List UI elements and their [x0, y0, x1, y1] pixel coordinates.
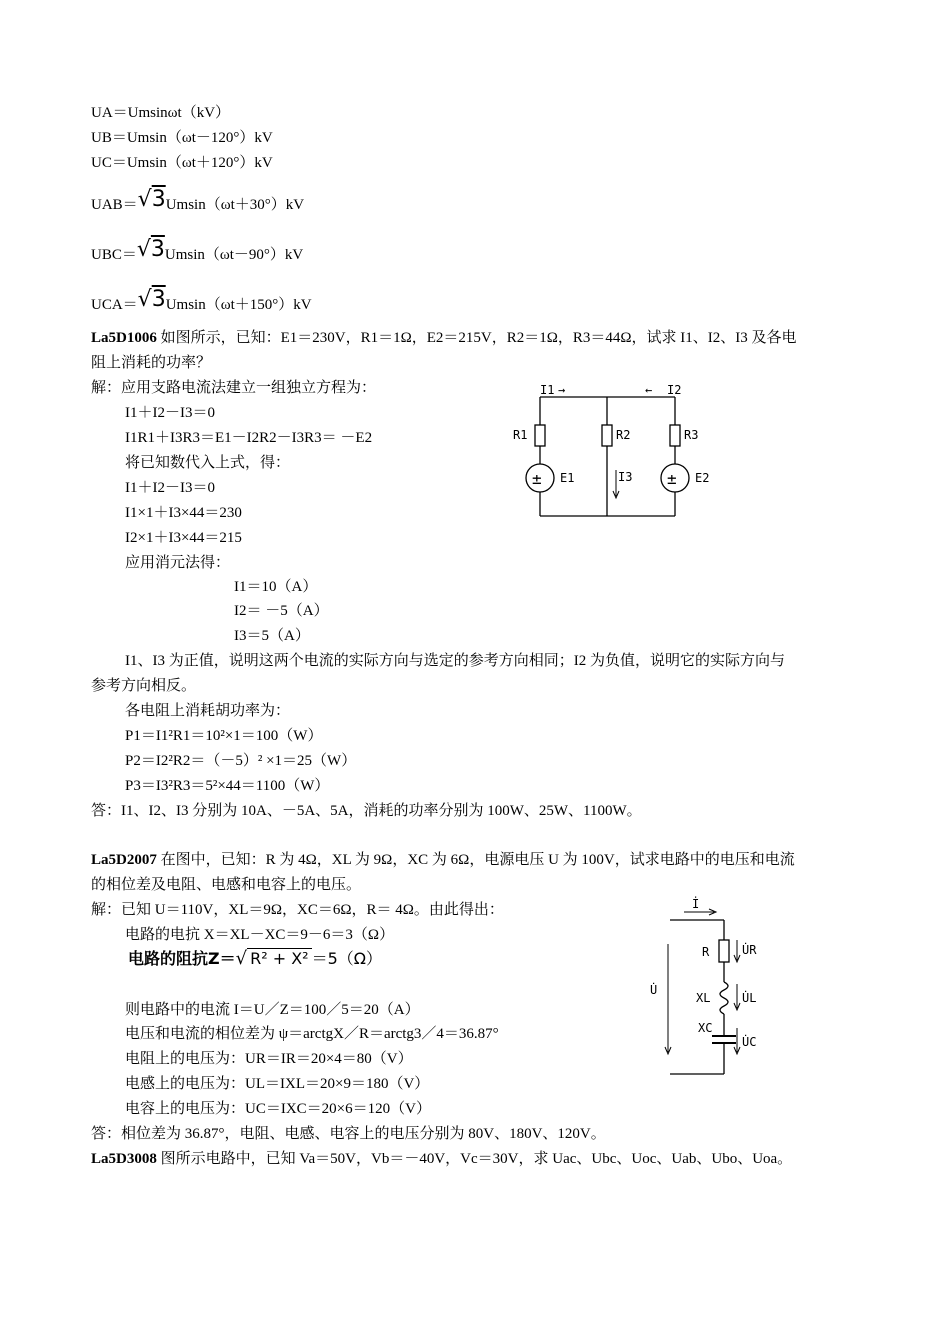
q2007-voltage-ul: 电感上的电压为：UL＝IXL＝20×9＝180（V） [125, 1076, 430, 1092]
label-r1: R1 [513, 428, 528, 442]
label-ur: U̇R [742, 943, 757, 957]
q1006-result-i3: I3＝5（A） [234, 628, 310, 644]
q1006-answer: 答：I1、I2、I3 分别为 10A、－5A、5A，消耗的功率分别为 100W、25W、1100W。 [91, 803, 642, 819]
q1006-power-p2: P2＝I2²R2＝（－5）² ×1＝25（W） [125, 753, 357, 769]
q1006-power-p3: P3＝I3²R3＝5²×44＝1100（W） [125, 778, 330, 794]
ua-formula: UA＝Umsinωt（kV） [91, 105, 231, 121]
q2007-voltage-uc: 电容上的电压为：UC＝IXC＝20×6＝120（V） [125, 1101, 431, 1117]
ubc-formula: UBC＝√3Umsin（ωt－90°）kV [91, 237, 304, 263]
q2007-question-line2: 的相位差及电阻、电感和电容上的电压。 [91, 877, 362, 893]
q1006-power-intro: 各电阻上消耗胡功率为： [125, 703, 291, 719]
label-i1: I1 [540, 383, 555, 397]
q1006-explain-line2: 参考方向相反。 [91, 678, 197, 694]
q2007-reactance: 电路的电抗 X＝XL－XC＝9－6＝3（Ω） [125, 927, 395, 943]
label-r2: R2 [616, 428, 631, 442]
q1006-eq2: I1R1＋I3R3＝E1－I2R2－I3R3＝ －E2 [125, 430, 373, 446]
q2007-answer: 答：相位差为 36.87°，电阻、电感、电容上的电压分别为 80V、180V、120V。 [91, 1126, 606, 1142]
q1006-power-p1: P1＝I1²R1＝10²×1＝100（W） [125, 728, 323, 744]
arrow-i1: → [558, 383, 566, 397]
q1006-id: La5D1006 [91, 330, 157, 346]
uc-formula: UC＝Umsin（ωt＋120°）kV [91, 155, 273, 171]
q2007-question-line1: La5D2007 在图中，已知：R 为 4Ω，XL 为 9Ω，XC 为 6Ω，电源电压 U 为 100V，试求电路中的电压和电流 [91, 852, 795, 868]
label-e1: E1 [560, 471, 575, 485]
label-r: R [702, 945, 710, 959]
ub-formula: UB＝Umsin（ωt－120°）kV [91, 130, 273, 146]
label-i2: I2 [667, 383, 682, 397]
q1006-question-line2: 阻上消耗的功率？ [91, 355, 212, 371]
label-xc: XC [698, 1021, 713, 1035]
q1006-result-i2: I2＝ －5（A） [234, 603, 329, 619]
q2007-impedance-formula: 电路的阻抗Z＝√ R² + X² ＝5（Ω） [128, 948, 382, 969]
uca-formula: UCA＝√3Umsin（ωt＋150°）kV [91, 287, 312, 313]
plus-minus-e1: ± [532, 469, 542, 488]
q3008-id: La5D3008 [91, 1151, 157, 1167]
q1006-eq5: I2×1＋I3×44＝215 [125, 530, 242, 546]
q2007-circuit-diagram [640, 890, 770, 1080]
q3008-question: La5D3008 图所示电路中，已知 Va＝50V，Vb＝－40V，Vc＝30V，求 Uac、Ubc、Uoc、Uab、Ubo、Uoa。 [91, 1151, 793, 1167]
label-uc: U̇C [742, 1035, 757, 1049]
q1006-substitute: 将已知数代入上式，得： [125, 455, 291, 471]
resistor-r [719, 940, 729, 962]
q2007-id: La5D2007 [91, 852, 157, 868]
resistor-r1 [535, 425, 545, 446]
inductor-xl [720, 982, 728, 1014]
label-i: İ [692, 897, 700, 911]
q1006-eq1: I1＋I2－I3＝0 [125, 405, 215, 421]
label-u: U̇ [650, 983, 658, 997]
q1006-eq3: I1＋I2－I3＝0 [125, 480, 215, 496]
label-ul: U̇L [742, 991, 757, 1005]
q1006-solution-intro: 解：应用支路电流法建立一组独立方程为： [91, 380, 377, 396]
q2007-voltage-ur: 电阻上的电压为：UR＝IR＝20×4＝80（V） [125, 1051, 413, 1067]
q1006-eq4: I1×1＋I3×44＝230 [125, 505, 242, 521]
q2007-phase-difference: 电压和电流的相位差为 ψ＝arctgX／R＝arctg3／4＝36.87° [125, 1026, 499, 1042]
q1006-explain-line1: I1、I3 为正值，说明这两个电流的实际方向与选定的参考方向相同；I2 为负值，说明它的实际方向与 [125, 653, 785, 669]
resistor-r3 [670, 425, 680, 446]
label-i3: I3 [618, 470, 633, 484]
arrow-i2: ← [645, 383, 653, 397]
label-r3: R3 [684, 428, 699, 442]
q1006-question-line1: La5D1006 如图所示，已知：E1＝230V，R1＝1Ω，E2＝215V，R2＝1Ω，R3＝44Ω，试求 I1、I2、I3 及各电 [91, 330, 797, 346]
label-xl: XL [696, 991, 711, 1005]
q1006-result-i1: I1＝10（A） [234, 579, 318, 595]
label-e2: E2 [695, 471, 710, 485]
q2007-current: 则电路中的电流 I＝U／Z＝100／5＝20（A） [125, 1002, 420, 1018]
resistor-r2 [602, 425, 612, 446]
uab-formula: UAB＝√3Umsin（ωt＋30°）kV [91, 187, 305, 213]
plus-minus-e2: ± [667, 469, 677, 488]
q1006-elimination: 应用消元法得： [125, 555, 231, 571]
q2007-solution-intro: 解：已知 U＝110V，XL＝9Ω，XC＝6Ω，R＝ 4Ω。由此得出： [91, 902, 504, 918]
q1006-circuit-diagram [505, 378, 725, 523]
